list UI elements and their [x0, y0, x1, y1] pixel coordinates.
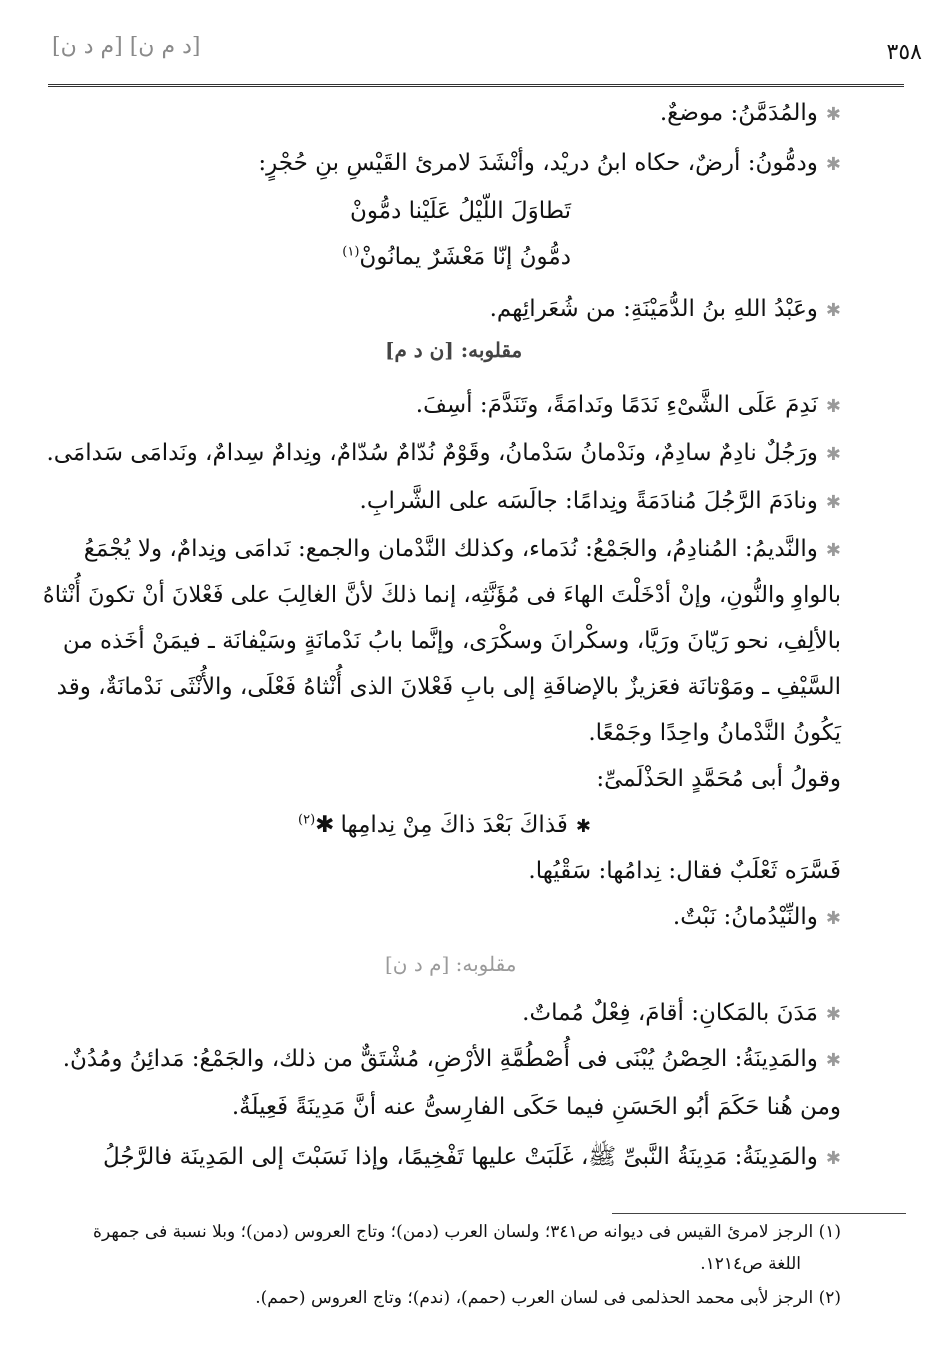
- footnote-1-cont: اللغة ص١٢١٤.: [700, 1254, 801, 1274]
- section-heading: مقلوبه: [م د ن]: [385, 952, 517, 976]
- asterisk-icon: ✱: [825, 154, 841, 175]
- header-rule: [48, 84, 904, 87]
- footnote-2: (٢) الرجز لأبى محمد الحذلمى فى لسان العرب (حمم)، (ندم)؛ وتاج العروس (حمم).: [255, 1288, 841, 1308]
- entry-line: ✱والنِّيْدُمانُ: نَبْتٌ.: [672, 904, 841, 930]
- asterisk-icon: ✱: [575, 816, 591, 837]
- entry-line: وقولُ أبى مُحَمَّدٍ الحَذْلَمىِّ:: [596, 766, 841, 792]
- entry-line: ✱ونادَمَ الرَّجُلَ مُنادَمَةً ونِدامًا: جالَسَه على الشَّرابِ.: [359, 488, 841, 514]
- entry-line: ✱والمَدِينَةُ: الحِصْنُ يُبْنَى فى أُصْطُمَّةِ الأرْضِ، مُشْتَقٌّ من ذلك، والجَمْعُ: مَدائِنُ ومُدُنٌ.: [62, 1046, 841, 1072]
- entry-line: ✱والمُدَمَّنُ: موضعٌ.: [659, 100, 841, 126]
- footnote-1: (١) الرجز لامرئ القيس فى ديوانه ص٣٤١؛ ولسان العرب (دمن)؛ وتاج العروس (دمن)؛ وبلا نسبة فى جمهرة: [93, 1222, 841, 1242]
- entry-line: ✱نَدِمَ عَلَى الشَّىْءِ نَدَمًا ونَدامَةً، وتَنَدَّمَ: أسِفَ.: [415, 392, 841, 418]
- page-number: ٣٥٨: [886, 40, 922, 65]
- footnote-rule: [612, 1213, 906, 1214]
- entry-line: ✱مَدَنَ بالمَكانِ: أقامَ، فِعْلٌ مُماتٌ.: [522, 1000, 841, 1026]
- section-heading: مقلوبه: [ن د م]: [385, 338, 523, 362]
- entry-line: ✱وعَبْدُ اللهِ بنُ الدُّمَيْنَةِ: من شُعَرائِهم.: [489, 296, 841, 322]
- entry-line-cont: بالواوِ والنُّونِ، وإنْ أدْخَلْتَ الهاءَ فى مُؤَنَّثِه، إنما ذلكَ لأنَّ الغالِبَ على فَعْلانَ أنْ تكونَ أُنْثاهُ: [42, 582, 841, 608]
- entry-line: ✱ودمُّونُ: أرضٌ، حكاه ابنُ دريْد، وأنْشَدَ لامرئ القَيْسِ بنِ حُجْرٍ:: [258, 150, 841, 176]
- asterisk-icon: ✱: [825, 908, 841, 929]
- entry-line-cont: بالألِفِ، نحو رَيّانَ ورَيَّا، وسكْرانَ وسكْرَى، وإنَّما بابُ نَدْمانَةٍ وسَيْفانَة ـ فيمَنْ أخَذه من: [62, 628, 841, 654]
- verse-line: تَطاوَلَ اللّيْلُ عَلَيْنا دمُّونْ: [350, 198, 571, 224]
- asterisk-icon: ✱: [825, 396, 841, 417]
- footnote-ref: (٢): [298, 812, 316, 828]
- verse-line: دمُّونُ إنّا مَعْشَرٌ يمانُونْ$^{(١)}$: [342, 244, 571, 270]
- entry-line: فَسَّرَه ثَعْلَبٌ فقال: نِدامُها: سَقْيُها.: [528, 858, 841, 884]
- entry-line: ✱والمَدِينَةُ: مَدِينَةُ النَّبىِّ ﷺ، غَلَبَتْ عليها تَفْخِيمًا، وإذا نَسَبْتَ إلى المَدِينَة فالرَّجُلُ: [102, 1144, 841, 1170]
- asterisk-icon: ✱: [825, 104, 841, 125]
- asterisk-icon: ✱: [825, 540, 841, 561]
- asterisk-icon: ✱: [315, 812, 335, 838]
- asterisk-icon: ✱: [825, 1148, 841, 1169]
- entry-line: ✱والنَّديمُ: المُنادِمُ، والجَمْعُ: نُدَماء، وكذلك النَّدْمان والجمع: نَدامَى ونِدامٌ، ولا يُجْمَعُ: [83, 536, 841, 562]
- asterisk-icon: ✱: [825, 1004, 841, 1025]
- asterisk-icon: ✱: [825, 300, 841, 321]
- entry-line-cont: يَكُونُ النَّدْمانُ واحِدًا وجَمْعًا.: [588, 720, 841, 746]
- verse-line: ✱فَذاكَ بَعْدَ ذاكَ مِنْ نِدامِها✱$^{(٢)}$: [298, 812, 591, 838]
- running-header-roots: [د م ن] [م د ن]: [52, 34, 201, 59]
- asterisk-icon: ✱: [825, 492, 841, 513]
- entry-line-cont: السَّيْفِ ـ ومَوْتانَة فعَزيزٌ بالإضافَةِ إلى بابِ فَعْلانَ الذى أُنْثاهُ فَعْلَى، والأُنْثَى نَدْمانَةٌ، وقد: [56, 674, 841, 700]
- entry-line: ✱ورَجُلٌ نادِمٌ سادِمٌ، ونَدْمانُ سَدْمانُ، وقَوْمٌ نُدّامٌ سُدّامٌ، ونِدامٌ سِدامٌ، ونَدامَى سَدامَى.: [46, 440, 841, 466]
- asterisk-icon: ✱: [825, 1050, 841, 1071]
- footnote-ref: (١): [342, 244, 360, 260]
- entry-line-cont: ومن هُنا حَكَمَ أبُو الحَسَنِ فيما حَكَى الفارِسىُّ عنه أنَّ مَدِينَةً فَعِيلَةٌ.: [231, 1094, 841, 1120]
- asterisk-icon: ✱: [825, 444, 841, 465]
